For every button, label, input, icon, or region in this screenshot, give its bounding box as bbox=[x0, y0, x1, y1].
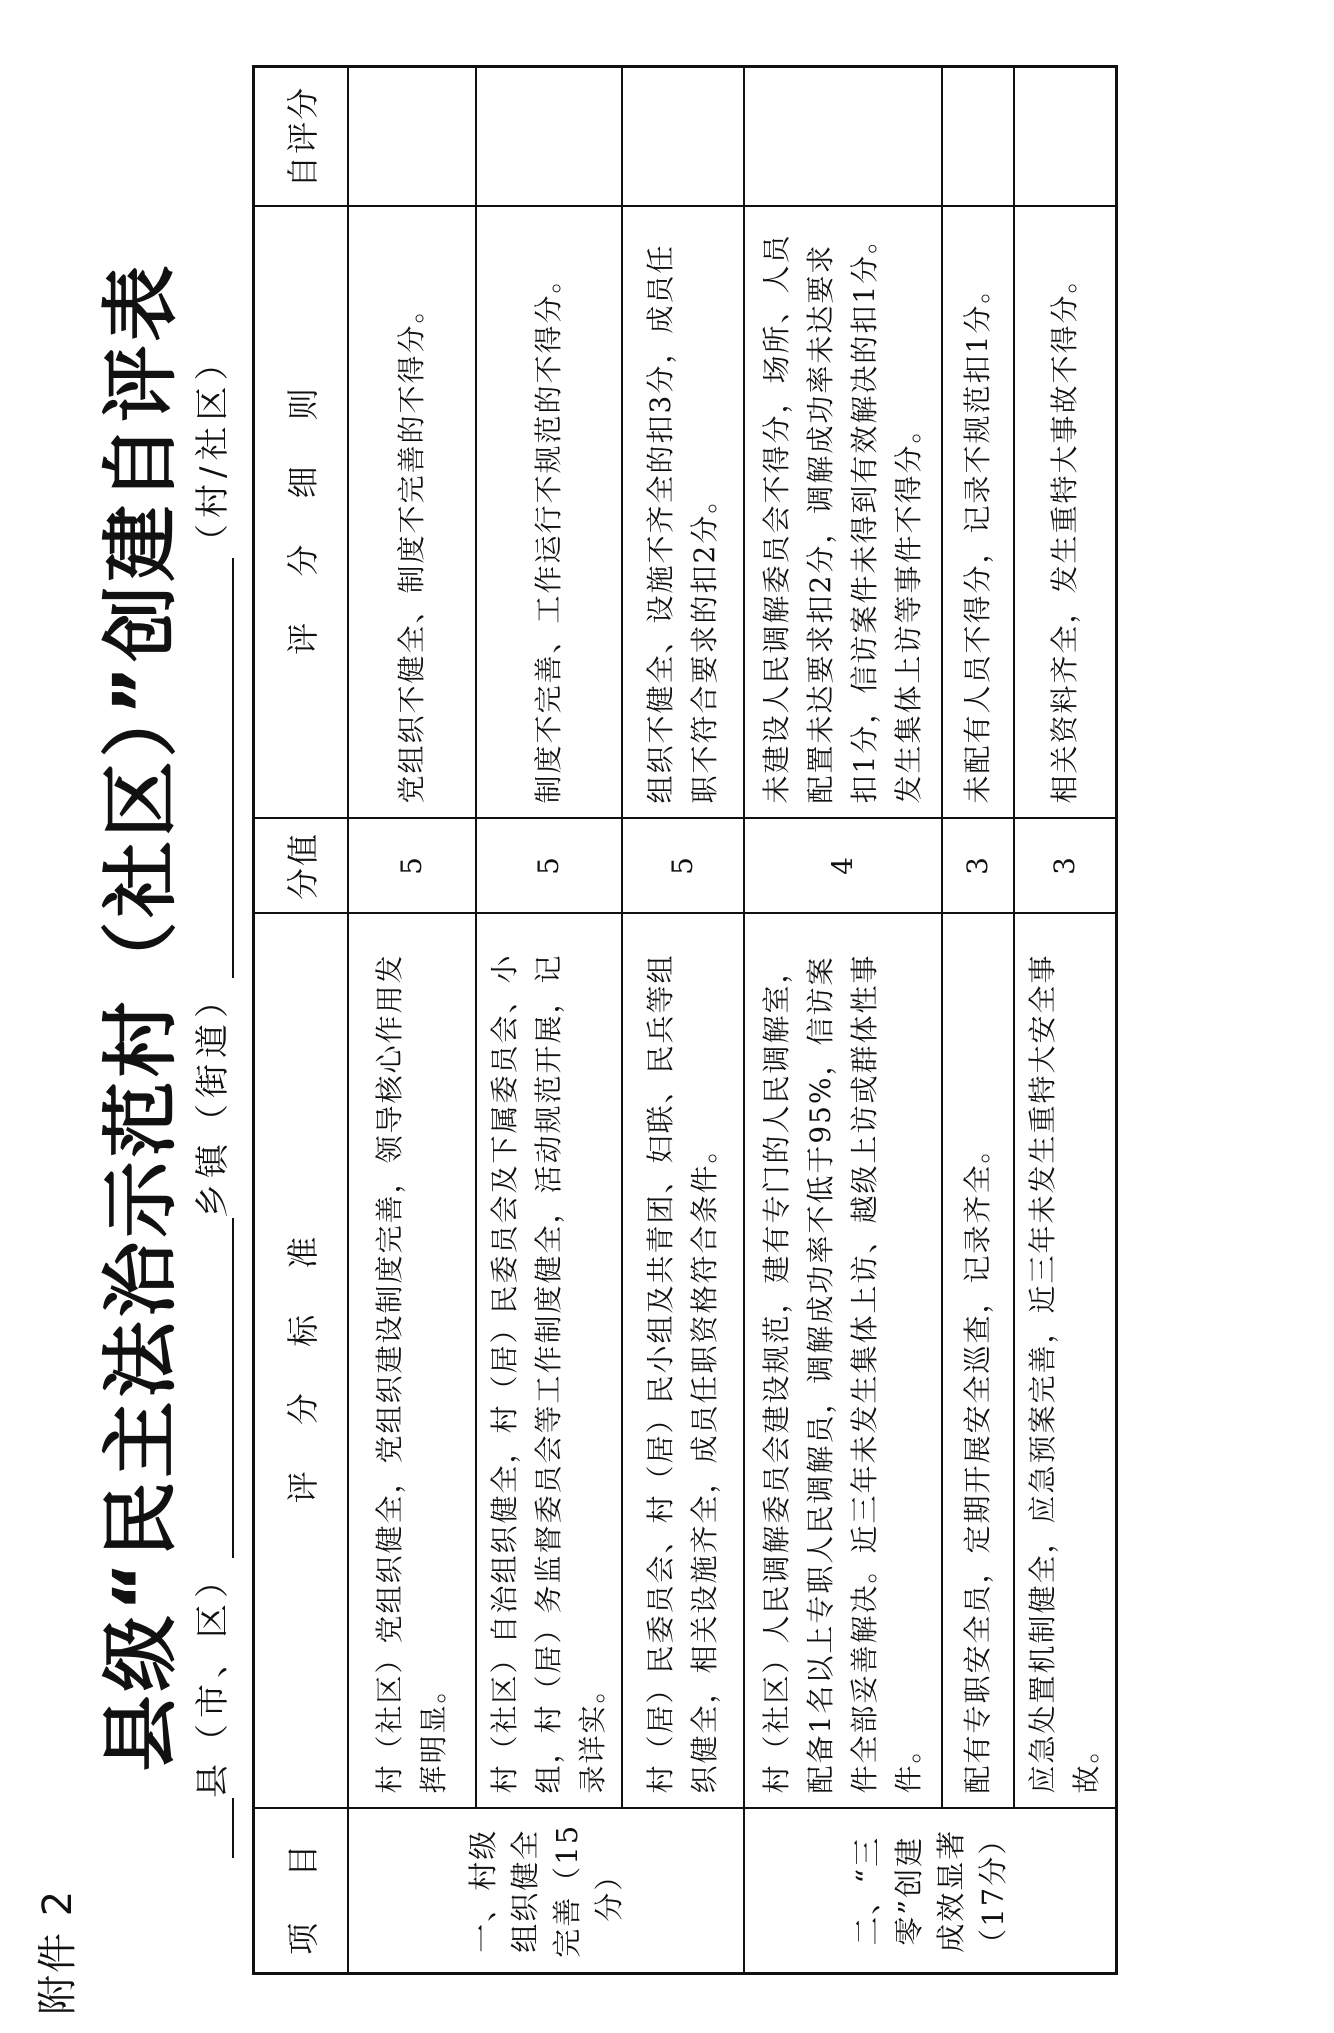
header-rule: 评 分 细 则 bbox=[254, 207, 349, 819]
header-row bbox=[254, 67, 349, 1974]
rule-cell: 相关资料齐全，发生重特大事故不得分。 bbox=[1014, 207, 1117, 819]
standard-cell: 村（社区）自治组织健全，村（居）民委员会及下属委员会、小组，村（居）务监督委员会等工作制度健全，活动规范开展，记录详实。 bbox=[476, 914, 622, 1809]
section-name: 一、村级组织健全完善（15分） bbox=[348, 1809, 744, 1974]
self-score-cell[interactable] bbox=[1014, 67, 1117, 207]
score-cell: 3 bbox=[1014, 819, 1117, 914]
table-row bbox=[622, 67, 744, 1974]
self-score-cell[interactable] bbox=[476, 67, 622, 207]
header-self: 自评分 bbox=[254, 67, 349, 207]
standard-cell: 村（社区）党组织健全，党组织建设制度完善，领导核心作用发挥明显。 bbox=[348, 914, 476, 1809]
self-score-cell[interactable] bbox=[348, 67, 476, 207]
score-cell: 5 bbox=[348, 819, 476, 914]
town-blank[interactable] bbox=[188, 1218, 234, 1558]
table-row bbox=[1014, 67, 1117, 1974]
rule-cell: 组织不健全、设施不齐全的扣3分，成员任职不符合要求的扣2分。 bbox=[622, 207, 744, 819]
header-item: 项 目 bbox=[254, 1809, 349, 1974]
rule-cell: 党组织不健全、制度不完善的不得分。 bbox=[348, 207, 476, 819]
county-blank[interactable] bbox=[188, 1798, 234, 1858]
town-label: 乡镇（街道） bbox=[193, 978, 233, 1218]
score-cell: 3 bbox=[942, 819, 1014, 914]
score-cell: 5 bbox=[476, 819, 622, 914]
self-score-cell[interactable] bbox=[942, 67, 1014, 207]
section-name: 二、“三零”创建成效显著（17分） bbox=[744, 1809, 1117, 1974]
location-line bbox=[185, 158, 245, 1858]
header-standard: 评 分 标 准 bbox=[254, 914, 349, 1809]
annex-label: 附件 2 bbox=[35, 1888, 81, 2015]
document-title: 县级“民主法治示范村（社区）”创建自评表 bbox=[96, 261, 185, 1772]
table-row bbox=[744, 67, 942, 1974]
table-row bbox=[476, 67, 622, 1974]
standard-cell: 配有专职安全员，定期开展安全巡查，记录齐全。 bbox=[942, 914, 1014, 1809]
rule-cell: 未建设人民调解委员会不得分，场所、人员配置未达要求扣2分，调解成功率未达要求扣1分，信访案件未得到有效解决的扣1分。发生集体上访等事件不得分。 bbox=[744, 207, 942, 819]
county-label: 县（市、区） bbox=[193, 1558, 233, 1798]
score-cell: 5 bbox=[622, 819, 744, 914]
self-score-cell[interactable] bbox=[622, 67, 744, 207]
village-label: （村/社区） bbox=[193, 340, 233, 558]
rule-cell: 未配有人员不得分，记录不规范扣1分。 bbox=[942, 207, 1014, 819]
standard-cell: 村（居）民委员会、村（居）民小组及共青团、妇联、民兵等组织健全，相关设施齐全，成员任职资格符合条件。 bbox=[622, 914, 744, 1809]
self-score-cell[interactable] bbox=[744, 67, 942, 207]
score-table bbox=[252, 65, 1118, 1975]
standard-cell: 应急处置机制健全，应急预案完善，近三年未发生重特大安全事故。 bbox=[1014, 914, 1117, 1809]
score-cell: 4 bbox=[744, 819, 942, 914]
rule-cell: 制度不完善、工作运行不规范的不得分。 bbox=[476, 207, 622, 819]
village-blank[interactable] bbox=[188, 558, 234, 978]
table-row bbox=[348, 67, 476, 1974]
table-row bbox=[942, 67, 1014, 1974]
score-table-wrapper bbox=[252, 68, 1118, 1975]
standard-cell: 村（社区）人民调解委员会建设规范，建有专门的人民调解室，配备1名以上专职人民调解员，调解成功率不低于95%，信访案件全部妥善解决。近三年未发生集体上访、越级上访或群体性事件。 bbox=[744, 914, 942, 1809]
header-score: 分值 bbox=[254, 819, 349, 914]
